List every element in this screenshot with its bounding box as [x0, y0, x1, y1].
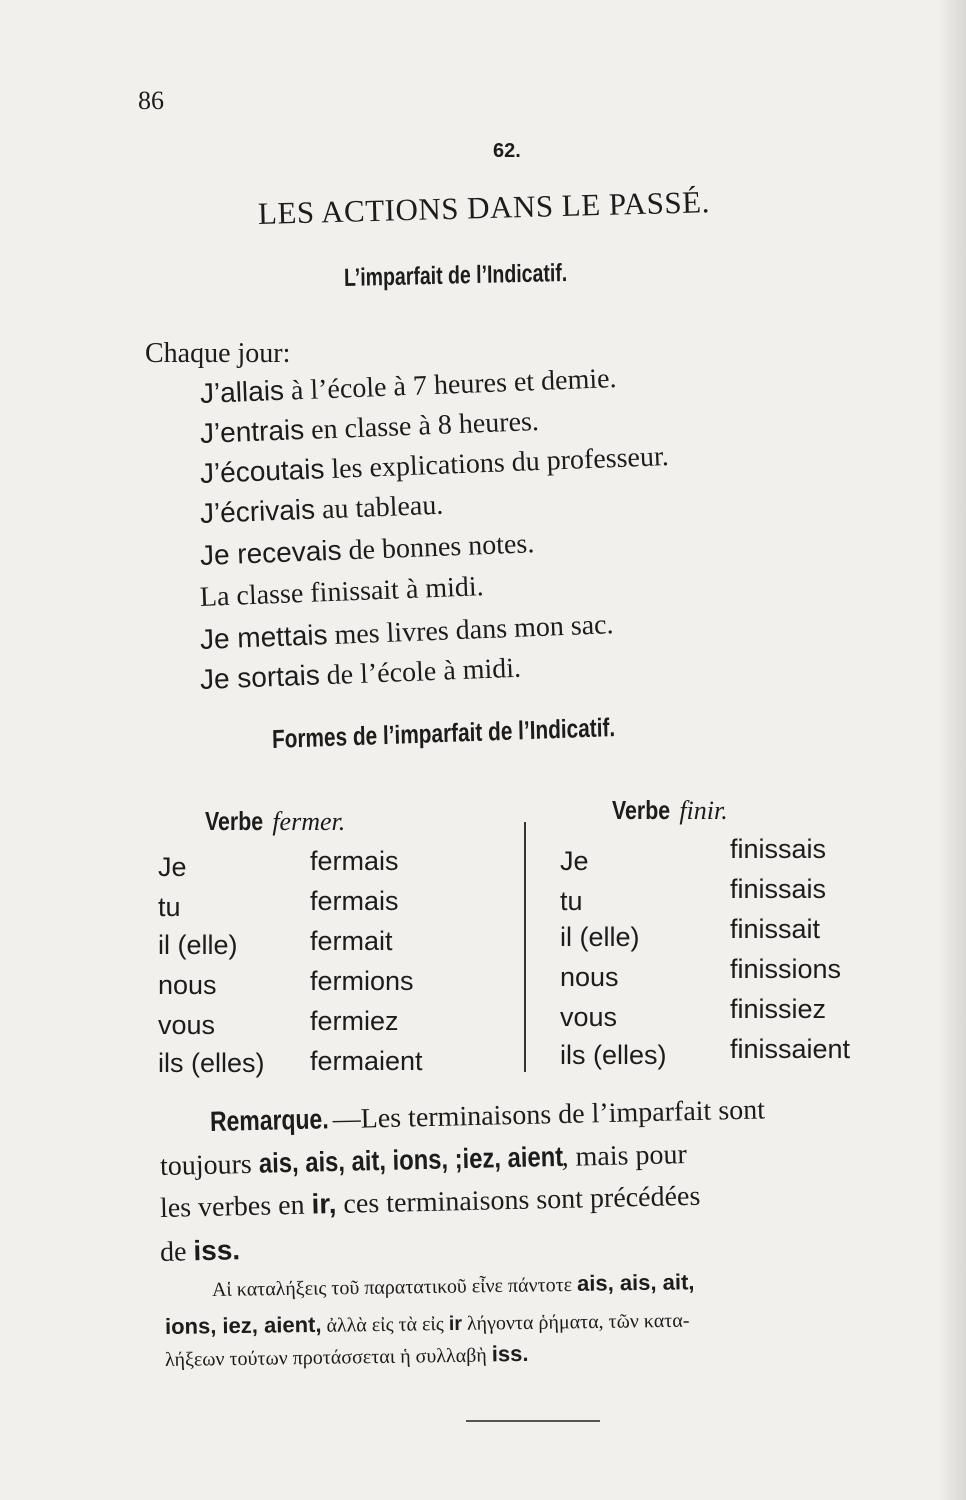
remark-text: —Les terminaisons de l’imparfait sont	[332, 1094, 766, 1136]
sentence-verb: Je sortais	[199, 659, 321, 695]
verb-label: Verbe	[205, 806, 264, 836]
verb-form: finissaient	[730, 1034, 851, 1064]
end-rule	[466, 1420, 600, 1422]
right-verb-header	[612, 795, 728, 826]
left-verb-header	[205, 806, 345, 837]
lesson-title: LES ACTIONS DANS LE PASSÉ.	[257, 184, 711, 231]
verb-form: finissiez	[730, 994, 827, 1024]
remark-line	[210, 1093, 766, 1139]
greek-line	[165, 1341, 529, 1372]
verb-form: fermiez	[310, 1006, 399, 1036]
remark-text: ces terminaisons sont précédées	[336, 1180, 701, 1220]
remark-label: Remarque.	[209, 1103, 329, 1137]
remark-text: toujours	[159, 1148, 260, 1182]
lesson-subtitle: L’imparfait de l’Indicatif.	[343, 259, 568, 292]
pronoun: ils (elles)	[560, 1040, 667, 1070]
pronoun: tu	[560, 886, 583, 916]
sentence-verb: J’écoutais	[199, 453, 325, 489]
greek-line	[165, 1307, 690, 1340]
sentence-rest: au tableau.	[314, 489, 444, 526]
sentence	[199, 489, 444, 531]
verb-form: fermaient	[310, 1046, 423, 1076]
sentence-verb: J’écrivais	[199, 493, 316, 529]
pronoun: tu	[158, 892, 181, 922]
greek-text: Αἱ καταλήξεις τοῦ παρατατικοῦ εἶνε πάντοτε	[211, 1273, 578, 1301]
greek-ir: ir	[448, 1312, 463, 1336]
sentence-rest: à midi.	[398, 571, 485, 606]
remark-line	[160, 1138, 688, 1183]
pronoun: Je	[158, 852, 187, 882]
sentence-rest: les explications du professeur.	[323, 441, 670, 486]
pronoun: Je	[560, 846, 589, 876]
verb-name: finir.	[679, 796, 728, 825]
greek-text: λήξεων τούτων προτάσσεται ἡ συλλαβὴ	[164, 1344, 492, 1371]
verb-form: fermions	[310, 966, 414, 996]
remark-iss: iss.	[193, 1234, 241, 1267]
pronoun: vous	[560, 1002, 618, 1032]
greek-text: ἀλλὰ εἰς τὰ εἰς	[321, 1313, 449, 1337]
pronoun: il (elle)	[158, 930, 238, 960]
remark-text: , mais pour	[561, 1139, 688, 1173]
sentence-verb: J’entrais	[199, 414, 305, 449]
sentence-verb: Je recevais	[199, 534, 343, 571]
pronoun: vous	[158, 1010, 216, 1040]
verb-form: finissais	[730, 874, 827, 904]
sentence	[199, 652, 521, 697]
sentence	[199, 527, 535, 573]
remark-ir: ir,	[311, 1187, 337, 1220]
verb-form: fermait	[310, 926, 393, 956]
remark-text: les verbes en	[159, 1189, 312, 1224]
verb-form: fermais	[310, 886, 399, 916]
remark-text: de	[159, 1236, 194, 1268]
forms-heading: Formes de l’imparfait de l’Indicatif.	[271, 712, 616, 754]
sentence-verb: J’allais	[199, 374, 285, 409]
pronoun: ils (elles)	[158, 1048, 265, 1078]
verb-label: Verbe	[612, 795, 671, 825]
page-number: 86	[138, 86, 164, 115]
greek-endings: ions, iez, aient,	[164, 1311, 322, 1339]
pronoun: nous	[158, 970, 217, 1000]
sentence	[199, 405, 539, 451]
pronoun: nous	[560, 962, 619, 992]
column-divider	[524, 822, 526, 1072]
page-edge-shadow	[938, 0, 966, 1500]
pronoun: il (elle)	[560, 922, 640, 952]
verb-form: finissais	[730, 834, 827, 864]
remark-line	[160, 1234, 241, 1269]
sentence-rest: mes livres dans mon sac.	[326, 609, 615, 652]
sentence-verb: La classe finissait	[199, 574, 400, 613]
remark-line	[160, 1180, 701, 1225]
greek-text: λήγοντα ῥήματα, τῶν κατα-	[461, 1309, 690, 1335]
greek-iss: iss.	[491, 1340, 529, 1367]
greek-endings: ais, ais, ait,	[576, 1269, 695, 1296]
sentence-rest: en classe à 8 heures.	[303, 405, 540, 446]
sentence-rest: de bonnes notes.	[340, 528, 535, 567]
sentence	[199, 608, 614, 657]
sentence-rest: à l’école à 7 heures et demie.	[283, 363, 618, 407]
verb-form: finissions	[730, 954, 842, 984]
verb-name: fermer.	[272, 807, 346, 836]
sentence	[199, 571, 484, 614]
sentence-rest: de l’école à midi.	[319, 652, 522, 692]
sentence-verb: Je mettais	[199, 619, 329, 655]
remark-endings: ais, ais, ait, ions, ;iez, aient	[258, 1140, 564, 1179]
intro-text: Chaque jour:	[145, 338, 291, 369]
verb-form: fermais	[310, 846, 399, 876]
greek-line	[212, 1269, 695, 1302]
verb-form: finissait	[730, 914, 821, 944]
section-number: 62.	[493, 140, 521, 162]
